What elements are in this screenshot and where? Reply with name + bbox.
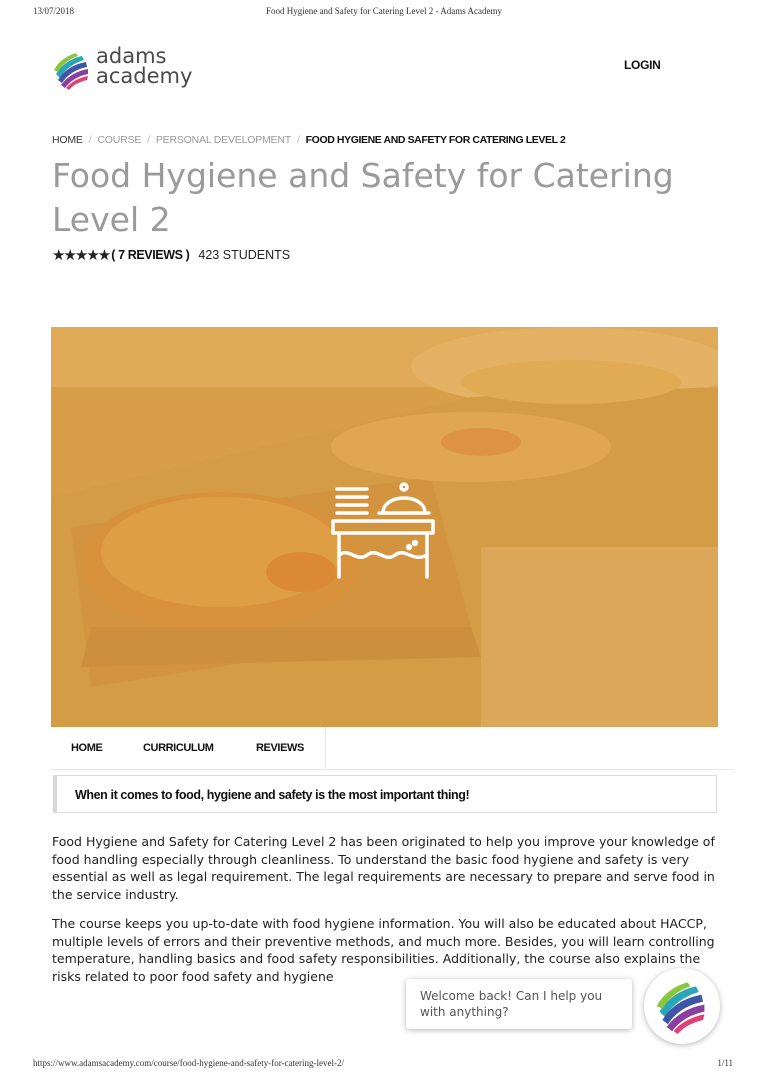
- breadcrumb-separator: /: [88, 134, 92, 146]
- breadcrumb-separator: /: [147, 134, 150, 146]
- course-description: [52, 833, 724, 997]
- login-link[interactable]: LOGIN: [624, 58, 661, 72]
- logo-text-academy: academy: [96, 64, 193, 88]
- breadcrumb-home[interactable]: HOME: [52, 134, 83, 146]
- tab-home[interactable]: HOME: [71, 742, 103, 754]
- description-paragraph: Food Hygiene and Safety for Catering Level 2 has been originated to help you improve your knowledge of food handling especially through cleanliness. To understand the basic food hygiene and safety is very essential as well as legal requirement. The legal requirements are necessary to prepare and serve food in the service industry.: [52, 834, 715, 902]
- print-page-number: 1/11: [717, 1058, 733, 1068]
- print-url: https://www.adamsacademy.com/course/food-hygiene-and-safety-for-catering-level-2/: [33, 1058, 345, 1068]
- tab-curriculum[interactable]: CURRICULUM: [143, 742, 214, 754]
- breadcrumb-separator: /: [296, 134, 300, 146]
- breadcrumb-personal-development[interactable]: PERSONAL DEVELOPMENT: [155, 134, 291, 146]
- course-callout: [53, 775, 717, 813]
- chat-logo-icon: [654, 978, 710, 1034]
- print-title: Food Hygiene and Safety for Catering Level 2 - Adams Academy: [266, 6, 502, 16]
- reviews-count-link[interactable]: ( 7 REVIEWS ): [111, 248, 190, 262]
- course-tabs: [51, 727, 734, 770]
- course-hero-image: [51, 327, 718, 727]
- logo-text-adams: adams: [96, 44, 167, 68]
- description-paragraph: The course keeps you up-to-date with food hygiene information. You will also be educated about HACCP, multiple levels of errors and their preventive methods, and much more. Besides, you will learn controlling temperature, handling basics and food safety responsibilities. Additionally, the course also explains the risks related to poor food safety and hygiene: [52, 916, 715, 984]
- star-rating-icon: ★★★★★: [52, 247, 110, 264]
- students-count: 423 STUDENTS: [198, 248, 291, 262]
- print-date: 13/07/2018: [33, 6, 75, 16]
- adams-academy-logo[interactable]: [52, 46, 212, 94]
- chat-launcher-button[interactable]: [644, 968, 720, 1044]
- chat-welcome-bubble[interactable]: [406, 979, 632, 1029]
- page-title: Food Hygiene and Safety for Catering Level 2: [52, 156, 674, 239]
- course-rating: [52, 246, 290, 264]
- breadcrumb-course[interactable]: COURSE: [97, 134, 142, 146]
- breadcrumb: [52, 134, 565, 146]
- breadcrumb-current: FOOD HYGIENE AND SAFETY FOR CATERING LEVEL 2: [305, 134, 566, 146]
- callout-text: When it comes to food, hygiene and safety is the most important thing!: [75, 788, 470, 802]
- chat-message: Welcome back! Can I help you with anything?: [420, 989, 603, 1019]
- logo-mark-icon: [52, 50, 92, 90]
- tab-reviews[interactable]: REVIEWS: [256, 742, 304, 754]
- catering-buffet-icon: [327, 467, 437, 587]
